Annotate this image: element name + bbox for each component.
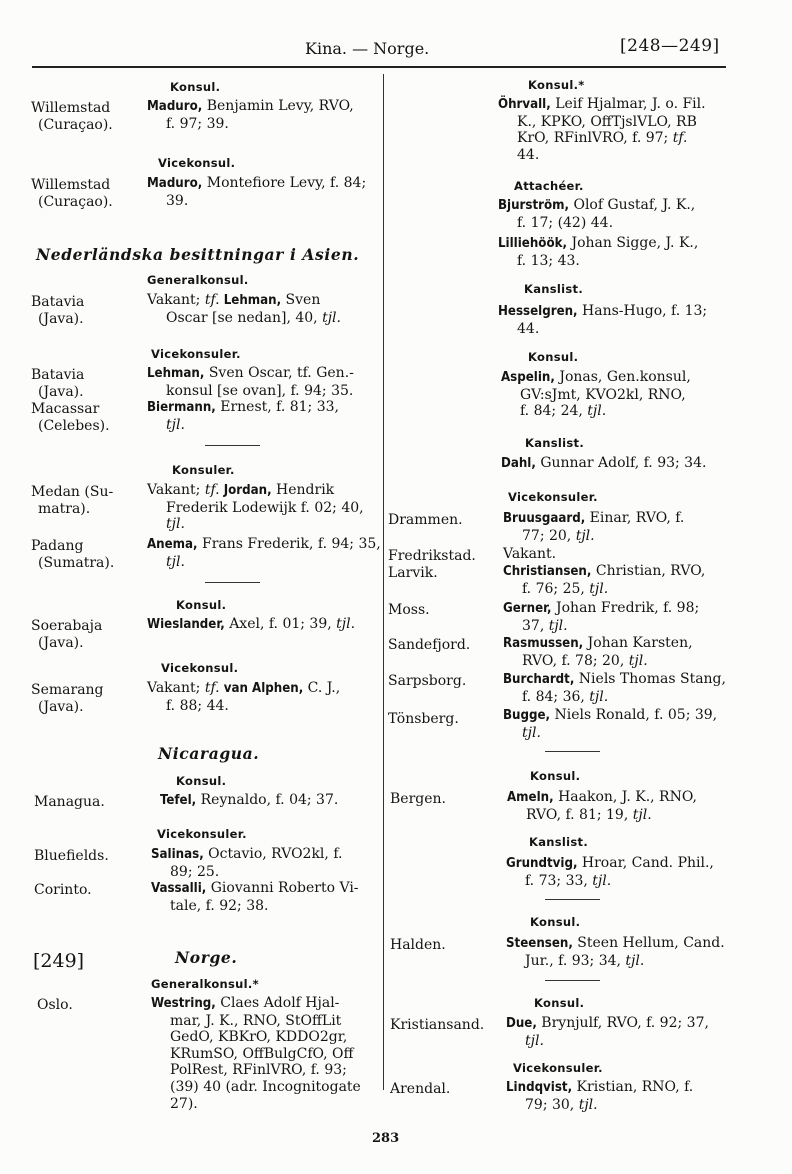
entry-maduro-montefiore xyxy=(147,175,366,209)
entry-gerner xyxy=(503,600,699,634)
place-batavia: Batavia xyxy=(31,294,85,310)
entry-text: Johan Sigge, J. K., xyxy=(567,235,699,251)
entry-text: Gunnar Adolf, f. 93; 34. xyxy=(535,455,707,471)
place-java: (Java). xyxy=(38,635,84,651)
entry-name: Due, xyxy=(506,1016,537,1031)
entry-name: Biermann, xyxy=(147,400,216,415)
separator-rule xyxy=(545,980,600,981)
entry-text: RVO, f. 78; 20, xyxy=(522,652,629,669)
entry-text: KRumSO, OffBulgCfO, Off xyxy=(170,1045,354,1062)
place-java: (Java). xyxy=(38,311,84,327)
entry-hesselgren xyxy=(498,303,707,337)
entry-text: Hendrik xyxy=(271,482,335,498)
heading-generalkonsul: Generalkonsul.* xyxy=(151,977,259,991)
entry-name: Grundtvig, xyxy=(506,856,578,871)
heading-konsul: Konsul. xyxy=(528,350,579,364)
entry-text: Johan Karsten, xyxy=(583,635,693,651)
entry-text: Octavio, RVO2kl, f. xyxy=(203,846,343,862)
entry-vakant-jordan xyxy=(147,482,364,533)
entry-name: Anema, xyxy=(147,537,198,552)
entry-text: Frederik Lodewijk f. 02; 40, xyxy=(166,499,364,516)
place-halden: Halden. xyxy=(390,937,446,953)
heading-konsul: Konsul. xyxy=(176,598,227,612)
page-marker: [249] xyxy=(33,950,85,972)
entry-name: Christiansen, xyxy=(503,564,592,579)
entry-name: Öhrvall, xyxy=(498,97,551,112)
entry-text: Hans-Hugo, f. 13; xyxy=(577,303,708,319)
entry-text: Jonas, Gen.konsul, xyxy=(554,369,691,385)
separator-rule xyxy=(205,582,260,583)
entry-text: tjl. xyxy=(575,527,595,544)
entry-text: Brynjulf, RVO, f. 92; 37, xyxy=(536,1015,709,1031)
place-curacao: (Curaçao). xyxy=(38,117,113,133)
entry-name: Vassalli, xyxy=(151,881,207,896)
entry-text: mar, J. K., RNO, StOffLit xyxy=(170,1012,342,1029)
entry-text: Reynaldo, f. 04; 37. xyxy=(196,792,339,808)
entry-name: Westring, xyxy=(151,996,216,1011)
entry-text: f. 88; 44. xyxy=(166,697,229,714)
entry-vakant: Vakant. xyxy=(503,546,557,562)
place-padang: Padang xyxy=(31,538,84,554)
entry-text: tjl. xyxy=(525,1032,544,1049)
entry-name: Bruusgaard, xyxy=(503,511,586,526)
place-batavia: Batavia xyxy=(31,367,85,383)
place-tonsberg: Tönsberg. xyxy=(388,711,459,727)
place-willemstad: Willemstad xyxy=(31,177,111,193)
entry-name: Steensen, xyxy=(506,936,573,951)
heading-konsul: Konsul. xyxy=(176,774,227,788)
place-larvik: Larvik. xyxy=(388,565,438,581)
entry-text: Einar, RVO, f. xyxy=(585,510,685,526)
heading-vicekonsuler: Vicekonsuler. xyxy=(513,1061,603,1075)
separator-rule xyxy=(545,899,600,900)
entry-name: Bugge, xyxy=(503,708,551,723)
entry-text: 79; 30, xyxy=(525,1096,579,1113)
separator-rule xyxy=(205,445,260,446)
entry-tefel xyxy=(160,792,338,810)
entry-text: Sven Oscar, tf. Gen.- xyxy=(204,365,354,381)
entry-due xyxy=(506,1015,709,1049)
heading-kanslist: Kanslist. xyxy=(525,436,584,450)
entry-text: tjl. xyxy=(336,616,356,632)
entry-lehman-sven xyxy=(147,365,354,399)
entry-text: Johan Fredrik, f. 98; xyxy=(551,600,700,616)
entry-dahl xyxy=(501,455,706,473)
entry-text: RVO, f. 81; 19, xyxy=(526,806,633,823)
entry-text: Vakant; xyxy=(147,680,205,696)
section-title-asien: Nederländska besittningar i Asien. xyxy=(36,245,360,264)
section-title-norge: Norge. xyxy=(175,948,238,967)
entry-text: tjl. xyxy=(166,416,185,433)
entry-text: Vakant; xyxy=(147,482,205,498)
separator-rule xyxy=(545,751,600,752)
heading-attacheer: Attachéer. xyxy=(514,179,584,193)
entry-ameln xyxy=(507,789,697,823)
heading-vicekonsul: Vicekonsul. xyxy=(158,156,236,170)
entry-text: Jur., f. 93; 34, xyxy=(525,952,626,969)
place-corinto: Corinto. xyxy=(34,882,92,898)
place-bergen: Bergen. xyxy=(390,791,446,807)
entry-text: f. 13; 43. xyxy=(517,252,580,269)
entry-name: Aspelin, xyxy=(501,370,555,385)
column-divider xyxy=(383,74,384,1090)
place-curacao: (Curaçao). xyxy=(38,194,113,210)
entry-name: Salinas, xyxy=(151,847,204,862)
entry-text: Haakon, J. K., RNO, xyxy=(553,789,697,805)
entry-wieslander xyxy=(147,616,355,634)
entry-text: f. 97; 39. xyxy=(166,115,229,132)
entry-steensen xyxy=(506,935,725,969)
entry-text: Montefiore Levy, f. 84; xyxy=(202,175,367,191)
entry-text: 77; 20, xyxy=(522,527,576,544)
section-title-nicaragua: Nicaragua. xyxy=(158,744,260,763)
entry-text: tf. xyxy=(672,130,688,147)
entry-name: Tefel, xyxy=(160,793,197,808)
entry-name: Bjurström, xyxy=(498,198,570,213)
heading-vicekonsuler: Vicekonsuler. xyxy=(508,490,598,504)
place-managua: Managua. xyxy=(34,794,105,810)
entry-text: 44. xyxy=(517,146,540,163)
entry-name: Lilliehöök, xyxy=(498,236,568,251)
place-moss: Moss. xyxy=(388,602,430,618)
entry-text: tjl. xyxy=(322,309,341,326)
entry-salinas xyxy=(151,846,342,880)
place-macassar: Macassar xyxy=(31,401,100,417)
entry-text: Hroar, Cand. Phil., xyxy=(577,855,714,871)
entry-text: Frans Frederik, f. 94; 35, xyxy=(197,536,381,552)
entry-text: tjl. xyxy=(578,1096,598,1113)
entry-text: tjl. xyxy=(589,688,609,705)
place-sumatra: matra). xyxy=(38,501,91,517)
entry-christiansen xyxy=(503,563,705,597)
entry-text: Kristian, RNO, f. xyxy=(572,1079,694,1095)
entry-text: f. 76; 25, xyxy=(522,580,590,597)
entry-text: tjl. xyxy=(632,806,652,823)
entry-text: (39) 40 (adr. Incognitogate xyxy=(170,1078,361,1095)
entry-bruusgaard xyxy=(503,510,684,544)
place-willemstad: Willemstad xyxy=(31,100,111,116)
heading-konsul: Konsul. xyxy=(534,996,585,1010)
heading-konsul: Konsul. xyxy=(530,915,581,929)
heading-konsul: Konsul. xyxy=(530,769,581,783)
entry-text: K., KPKO, OffTjslVLO, RB xyxy=(517,113,697,130)
entry-vakant-lehman xyxy=(147,292,341,326)
heading-konsul: Konsul. xyxy=(170,80,221,94)
entry-text: Oscar [se nedan], 40, xyxy=(166,309,323,326)
entry-bjurstrom xyxy=(498,197,695,231)
entry-name: Burchardt, xyxy=(503,672,575,687)
place-java: (Java). xyxy=(38,699,84,715)
place-oslo: Oslo. xyxy=(37,997,73,1013)
running-header-pages: [248—249] xyxy=(620,36,720,56)
entry-ohrvall xyxy=(498,96,706,163)
place-drammen: Drammen. xyxy=(388,512,463,528)
entry-text: Benjamin Levy, RVO, xyxy=(202,98,354,114)
entry-text: tjl. xyxy=(548,617,568,634)
place-sarpsborg: Sarpsborg. xyxy=(388,673,467,689)
entry-name: Wieslander, xyxy=(147,617,225,632)
entry-text: tf. xyxy=(204,680,220,696)
entry-text: Ernest, f. 81; 33, xyxy=(215,399,339,415)
entry-text: 39. xyxy=(166,192,189,209)
place-medan: Medan (Su- xyxy=(31,484,114,500)
entry-name: Hesselgren, xyxy=(498,304,578,319)
entry-text: tf. xyxy=(204,292,220,308)
entry-name: Lindqvist, xyxy=(506,1080,573,1095)
entry-text: KrO, RFinlVRO, f. 97; xyxy=(517,130,673,147)
entry-name: Lehman, xyxy=(219,293,282,308)
place-java: (Java). xyxy=(38,384,84,400)
entry-name: Jordan, xyxy=(219,483,272,498)
entry-text: Olof Gustaf, J. K., xyxy=(569,197,696,213)
entry-text: tf. xyxy=(204,482,220,498)
place-bluefields: Bluefields. xyxy=(34,848,109,864)
entry-text: 89; 25. xyxy=(170,863,220,880)
entry-text: GV:sJmt, KVO2kl, RNO, xyxy=(520,386,686,403)
place-celebes: (Celebes). xyxy=(38,418,110,434)
entry-text: tjl. xyxy=(625,952,645,969)
place-fredrikstad: Fredrikstad. xyxy=(388,548,476,564)
entry-text: tjl. xyxy=(166,516,185,533)
entry-text: Claes Adolf Hjal- xyxy=(215,995,340,1011)
entry-text: GedO, KBKrO, KDDO2gr, xyxy=(170,1029,348,1046)
entry-vakant-van-alphen xyxy=(147,680,340,714)
entry-name: Ameln, xyxy=(507,790,554,805)
place-sumatra: (Sumatra). xyxy=(38,555,115,571)
place-soerabaja: Soerabaja xyxy=(31,618,103,634)
entry-text: tjl. xyxy=(166,553,185,570)
entry-text: f. 73; 33, xyxy=(525,872,593,889)
entry-text: 27). xyxy=(170,1095,198,1112)
heading-konsul: Konsul.* xyxy=(528,78,585,92)
entry-name: Dahl, xyxy=(501,456,536,471)
entry-text: 44. xyxy=(517,320,540,337)
entry-text: Steen Hellum, Cand. xyxy=(572,935,725,951)
entry-aspelin xyxy=(501,369,691,420)
header-rule xyxy=(32,66,726,68)
entry-westring xyxy=(151,995,361,1112)
running-header-title: Kina. — Norge. xyxy=(305,39,430,58)
entry-text: f. 84; 24, xyxy=(520,403,588,420)
place-kristiansand: Kristiansand. xyxy=(390,1017,485,1033)
entry-text: tjl. xyxy=(592,872,612,889)
entry-text: tale, f. 92; 38. xyxy=(170,897,269,914)
entry-biermann xyxy=(147,399,339,433)
entry-burchardt xyxy=(503,671,726,705)
page-number: 283 xyxy=(372,1131,400,1146)
entry-vassalli xyxy=(151,880,359,914)
entry-text: f. 84; 36, xyxy=(522,688,590,705)
entry-text: tjl. xyxy=(587,403,607,420)
entry-text: Giovanni Roberto Vi- xyxy=(206,880,359,896)
heading-vicekonsuler: Vicekonsuler. xyxy=(151,347,241,361)
entry-text: tjl. xyxy=(522,724,541,741)
entry-name: Gerner, xyxy=(503,601,552,616)
heading-vicekonsul: Vicekonsul. xyxy=(161,661,239,675)
entry-anema xyxy=(147,536,381,570)
entry-text: tjl. xyxy=(589,580,609,597)
heading-konsuler: Konsuler. xyxy=(172,463,235,477)
heading-kanslist: Kanslist. xyxy=(529,835,588,849)
heading-generalkonsul: Generalkonsul. xyxy=(147,273,249,287)
entry-text: PolRest, RFinlVRO, f. 93; xyxy=(170,1062,347,1079)
entry-rasmussen xyxy=(503,635,693,669)
entry-text: C. J., xyxy=(303,680,341,696)
entry-maduro-benjamin xyxy=(147,98,354,132)
entry-text: Leif Hjalmar, J. o. Fil. xyxy=(550,96,706,112)
entry-text: Sven xyxy=(281,292,321,308)
entry-text: konsul [se ovan], f. 94; 35. xyxy=(166,382,354,399)
entry-text: tjl. xyxy=(628,652,648,669)
place-arendal: Arendal. xyxy=(390,1081,451,1097)
entry-text: Niels Thomas Stang, xyxy=(574,671,726,687)
entry-grundtvig xyxy=(506,855,714,889)
place-sandefjord: Sandefjord. xyxy=(388,637,471,653)
entry-name: Rasmussen, xyxy=(503,636,584,651)
entry-text: Axel, f. 01; 39, xyxy=(224,616,337,632)
entry-lilliehook xyxy=(498,235,698,269)
entry-text: Christian, RVO, xyxy=(591,563,706,579)
entry-name: Maduro, xyxy=(147,176,203,191)
entry-lindqvist xyxy=(506,1079,693,1113)
entry-name: Lehman, xyxy=(147,366,205,381)
heading-vicekonsuler: Vicekonsuler. xyxy=(157,827,247,841)
entry-text: 37, xyxy=(522,617,549,634)
entry-text: Niels Ronald, f. 05; 39, xyxy=(550,707,718,723)
heading-kanslist: Kanslist. xyxy=(524,282,583,296)
entry-text: f. 17; (42) 44. xyxy=(517,214,614,231)
entry-name: van Alphen, xyxy=(219,681,304,696)
entry-name: Maduro, xyxy=(147,99,203,114)
entry-bugge xyxy=(503,707,717,741)
entry-text: Vakant; xyxy=(147,292,205,308)
place-semarang: Semarang xyxy=(31,682,104,698)
